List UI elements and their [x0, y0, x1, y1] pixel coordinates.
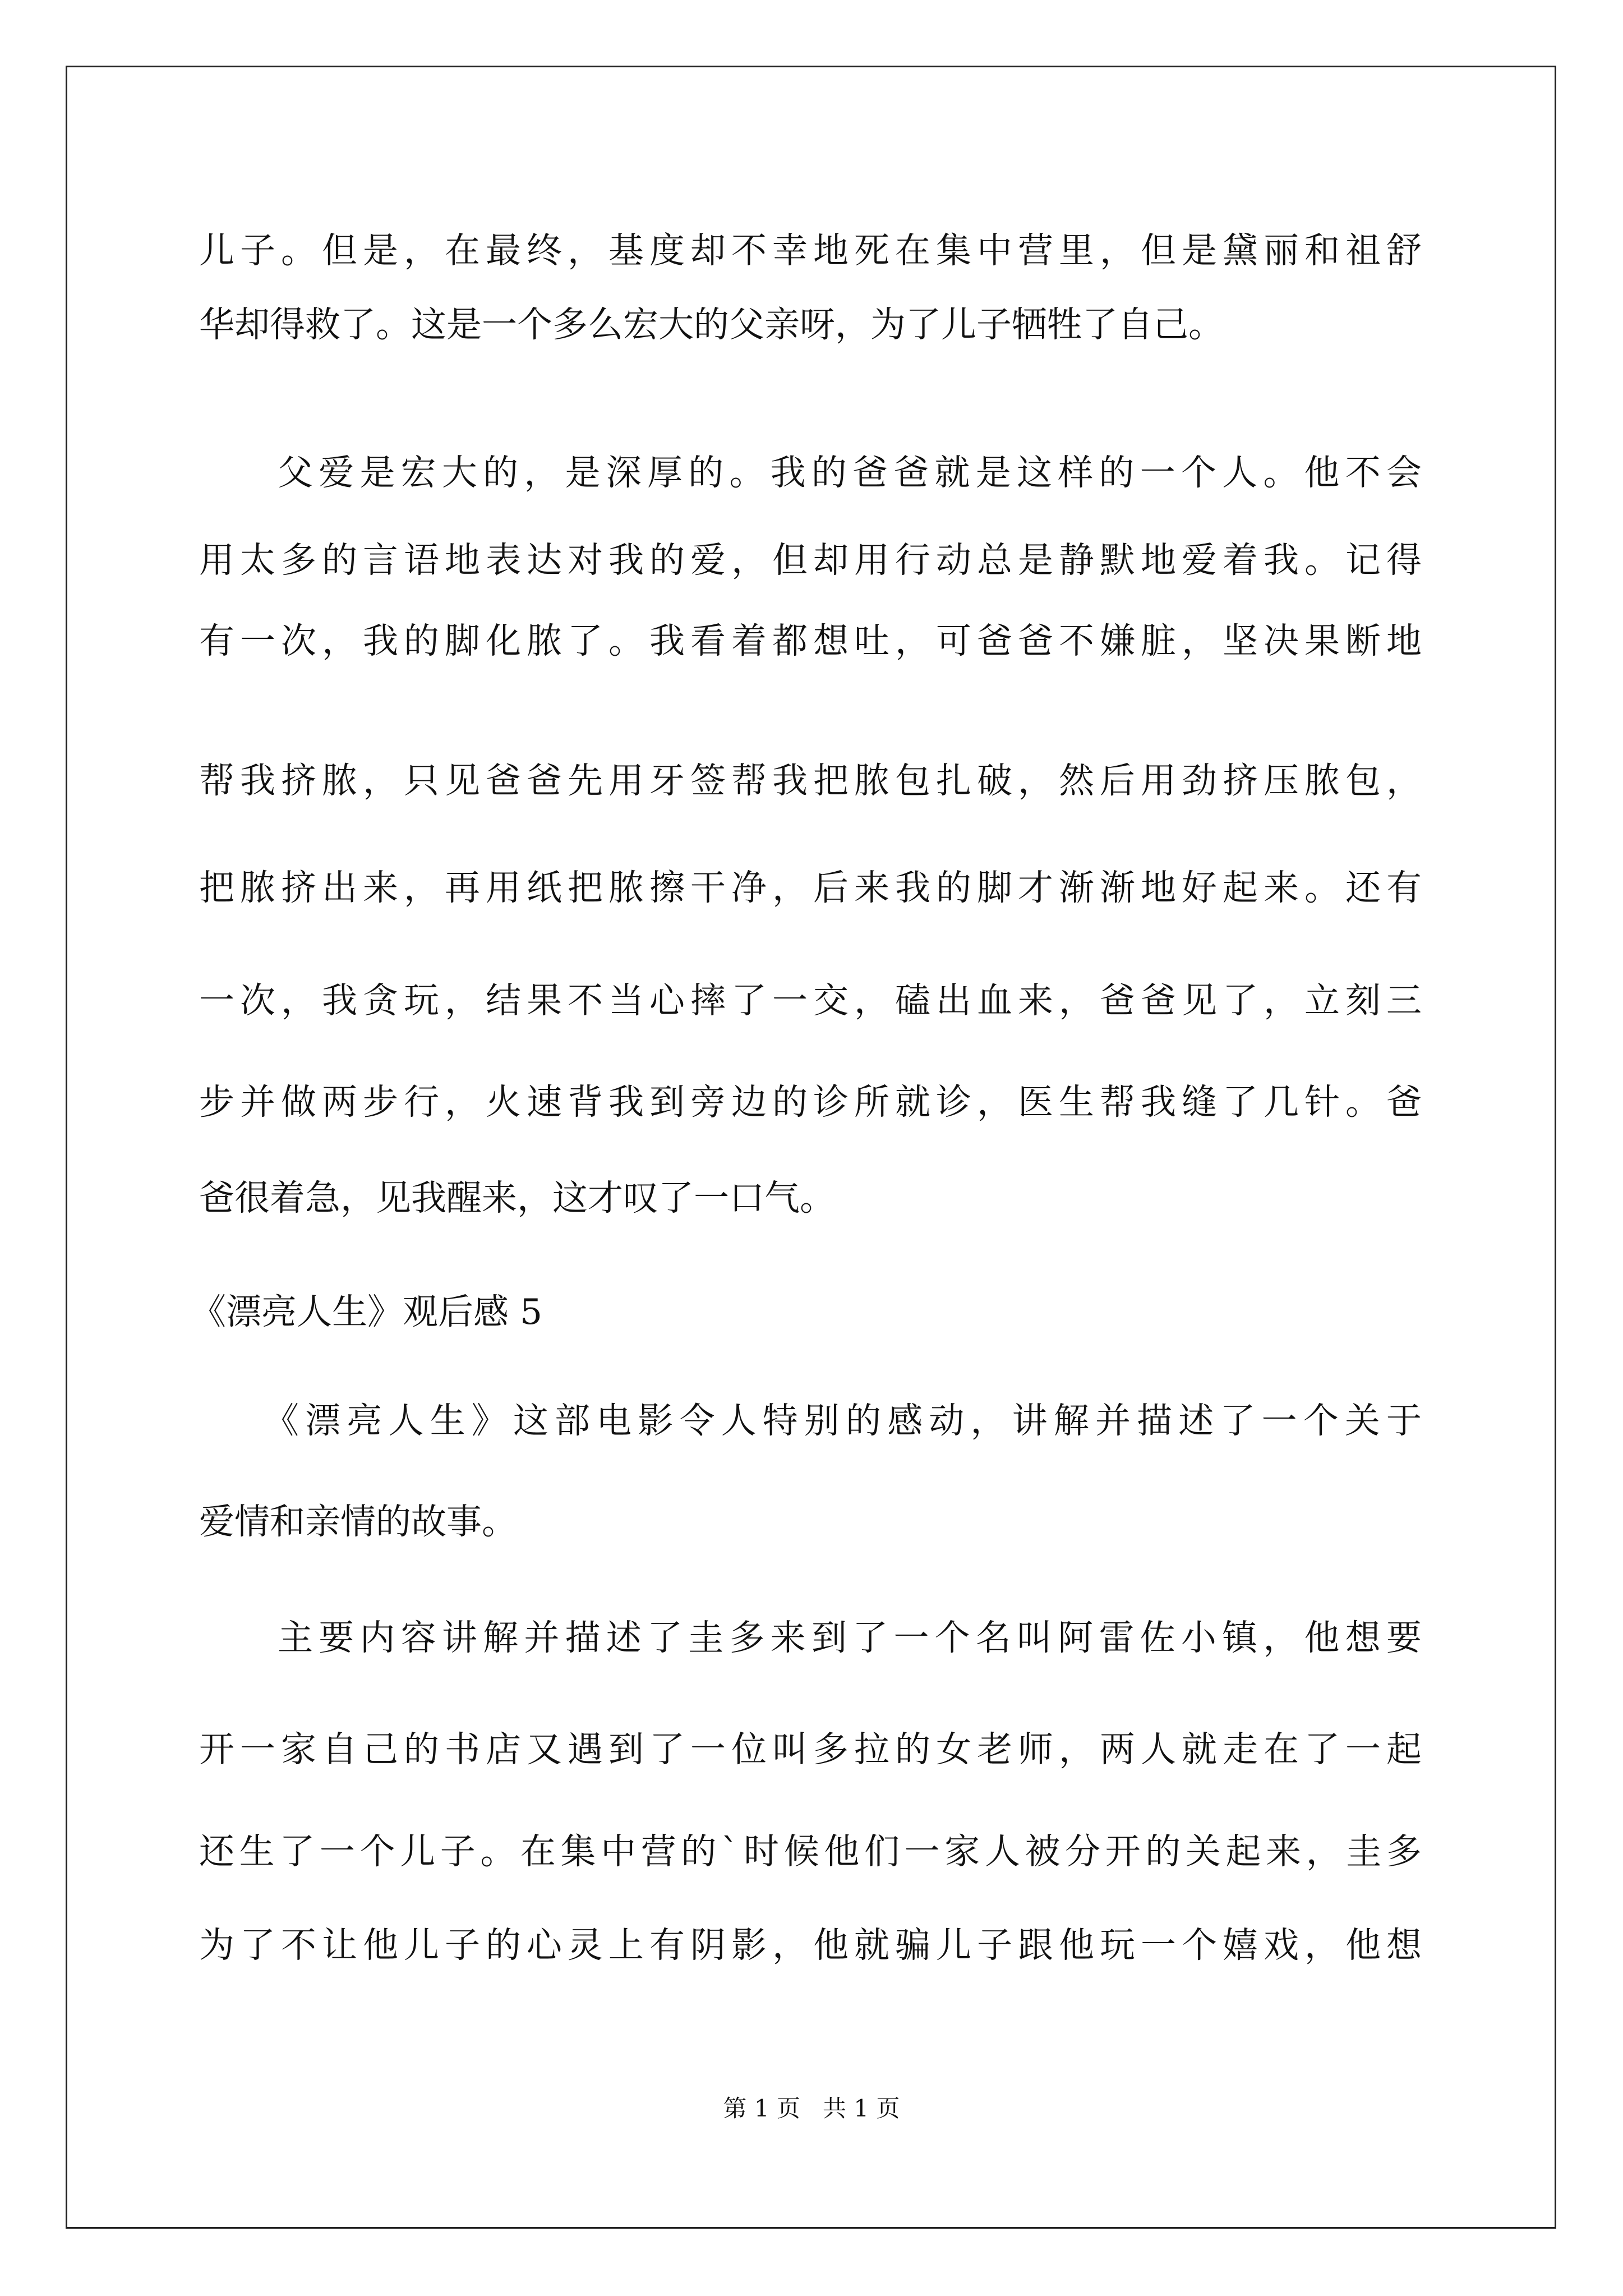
- section-heading: 《漂亮人生》观后感 5: [191, 1291, 543, 1332]
- paragraph-line: 《漂亮人生》这部电影令人特别的感动，讲解并描述了一个关于: [264, 1400, 1422, 1441]
- paragraph-line: 爱情和亲情的故事。: [199, 1501, 517, 1542]
- paragraph-line: 步并做两步行，火速背我到旁边的诊所就诊，医生帮我缝了几针。爸: [199, 1082, 1422, 1122]
- paragraph-line: 有一次，我的脚化脓了。我看着都想吐，可爸爸不嫌脏，坚决果断地: [199, 620, 1422, 661]
- paragraph-line: 父爱是宏大的，是深厚的。我的爸爸就是这样的一个人。他不会: [278, 452, 1422, 493]
- paragraph-line: 把脓挤出来，再用纸把脓擦干净，后来我的脚才渐渐地好起来。还有: [199, 867, 1422, 908]
- paragraph-line: 主要内容讲解并描述了圭多来到了一个名叫阿雷佐小镇，他想要: [278, 1617, 1422, 1658]
- paragraph-line: 开一家自己的书店又遇到了一位叫多拉的女老师，两人就走在了一起: [199, 1729, 1422, 1770]
- paragraph-line: 爸很着急，见我醒来，这才叹了一口气。: [199, 1177, 835, 1218]
- paragraph-line: 为了不让他儿子的心灵上有阴影，他就骗儿子跟他玩一个嬉戏，他想: [199, 1925, 1422, 1966]
- paragraph-line: 用太多的言语地表达对我的爱，但却用行动总是静默地爱着我。记得: [199, 540, 1422, 581]
- page-footer: 第 1 页 共 1 页: [723, 2095, 900, 2122]
- paragraph-line: 一次，我贪玩，结果不当心摔了一交，磕出血来，爸爸见了，立刻三: [199, 980, 1422, 1021]
- paragraph-line: 华却得救了。这是一个多么宏大的父亲呀，为了儿子牺牲了自己。: [199, 304, 1224, 345]
- page-border: [66, 66, 1556, 2229]
- paragraph-line: 帮我挤脓，只见爸爸先用牙签帮我把脓包扎破，然后用劲挤压脓包，: [199, 760, 1422, 801]
- paragraph-line: 儿子。但是，在最终，基度却不幸地死在集中营里，但是黛丽和祖舒: [199, 230, 1422, 271]
- paragraph-line: 还生了一个儿子。在集中营的`时候他们一家人被分开的关起来，圭多: [199, 1831, 1422, 1872]
